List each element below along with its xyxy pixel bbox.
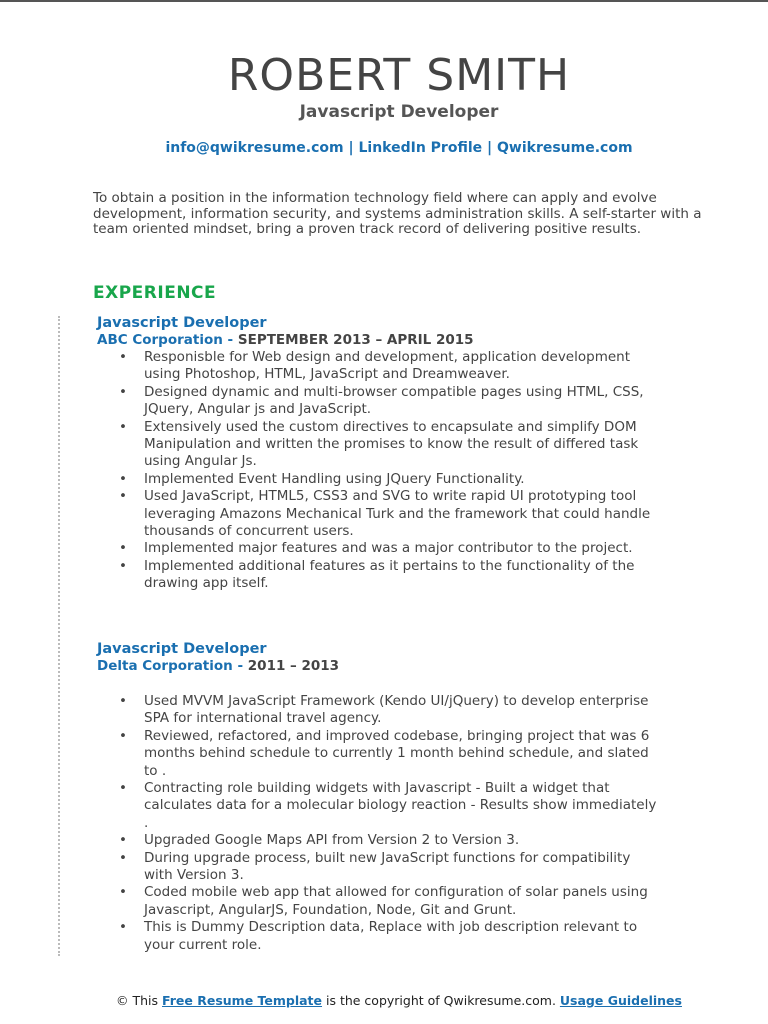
contact-separator: | [482, 140, 497, 156]
contact-line [0, 140, 768, 156]
job-company: ABC Corporation - [97, 332, 234, 348]
job-company-line [97, 332, 657, 349]
job-bullet: • Implemented Event Handling using JQuery Functionality. [97, 471, 657, 488]
job-bullet: • Coded mobile web app that allowed for configuration of solar panels using Javascript, AngularJS, Foundation, Node, Git and Grunt. [97, 884, 657, 919]
candidate-name: ROBERT SMITH [227, 50, 571, 101]
job-bullet: • Contracting role building widgets with Javascript - Built a widget that calculates data for a molecular biology reaction - Results show immediately . [97, 780, 657, 832]
job-bullet: • Reviewed, refactored, and improved codebase, bringing project that was 6 months behind schedule to currently 1 month behind schedule, and slated to . [97, 728, 657, 780]
job-title: Javascript Developer [97, 641, 267, 657]
experience-heading: EXPERIENCE [93, 283, 217, 303]
job-entry [97, 315, 657, 593]
email-link[interactable]: info@qwikresume.com [165, 140, 344, 156]
footer [0, 993, 768, 1008]
website-link[interactable]: Qwikresume.com [497, 140, 633, 156]
job-entry [97, 641, 657, 954]
job-bullet: • During upgrade process, built new JavaScript functions for compatibility with Version 3. [97, 850, 657, 885]
free-resume-template-link[interactable]: Free Resume Template [162, 993, 323, 1008]
job-bullet-list [97, 693, 657, 954]
job-dates: SEPTEMBER 2013 – APRIL 2015 [237, 332, 474, 348]
linkedin-link[interactable]: LinkedIn Profile [358, 140, 483, 156]
job-bullet: • Implemented major features and was a major contributor to the project. [97, 540, 657, 557]
job-bullet: • This is Dummy Description data, Replace with job description relevant to your current role. [97, 919, 657, 954]
job-bullet: • Responisble for Web design and development, application development using Photoshop, HTML, JavaScript and Dreamweaver. [97, 349, 657, 384]
experience-divider-line [58, 316, 60, 956]
job-company-line [97, 658, 657, 675]
job-bullet-list [97, 349, 657, 593]
summary-paragraph: To obtain a position in the information technology field where can apply and evolve development, information security, and systems administration skills. A self-starter with a team oriented mindset, bring a proven track record of delivering positive results. [93, 190, 702, 237]
job-title: Javascript Developer [97, 315, 267, 331]
usage-guidelines-link[interactable]: Usage Guidelines [559, 993, 682, 1008]
top-rule [0, 0, 768, 2]
job-bullet: • Designed dynamic and multi-browser compatible pages using HTML, CSS, JQuery, Angular js and JavaScript. [97, 384, 657, 419]
job-dates: 2011 – 2013 [247, 658, 340, 674]
job-bullet: • Used MVVM JavaScript Framework (Kendo UI/jQuery) to develop enterprise SPA for international travel agency. [97, 693, 657, 728]
job-company: Delta Corporation - [97, 658, 244, 674]
job-bullet: • Implemented additional features as it pertains to the functionality of the drawing app itself. [97, 558, 657, 593]
footer-copyright-text: is the copyright of Qwikresume.com. [322, 993, 560, 1008]
candidate-role: Javascript Developer [299, 102, 499, 122]
job-bullet: • Upgraded Google Maps API from Version 2 to Version 3. [97, 832, 657, 849]
job-bullet: • Used JavaScript, HTML5, CSS3 and SVG to write rapid UI prototyping tool leveraging Amazons Mechanical Turk and the framework that could handle thousands of concurrent users. [97, 488, 657, 540]
job-bullet: • Extensively used the custom directives to encapsulate and simplify DOM Manipulation and written the promises to know the result of differed task using Angular Js. [97, 419, 657, 471]
contact-separator: | [343, 140, 359, 156]
footer-prefix: © This [116, 993, 163, 1008]
